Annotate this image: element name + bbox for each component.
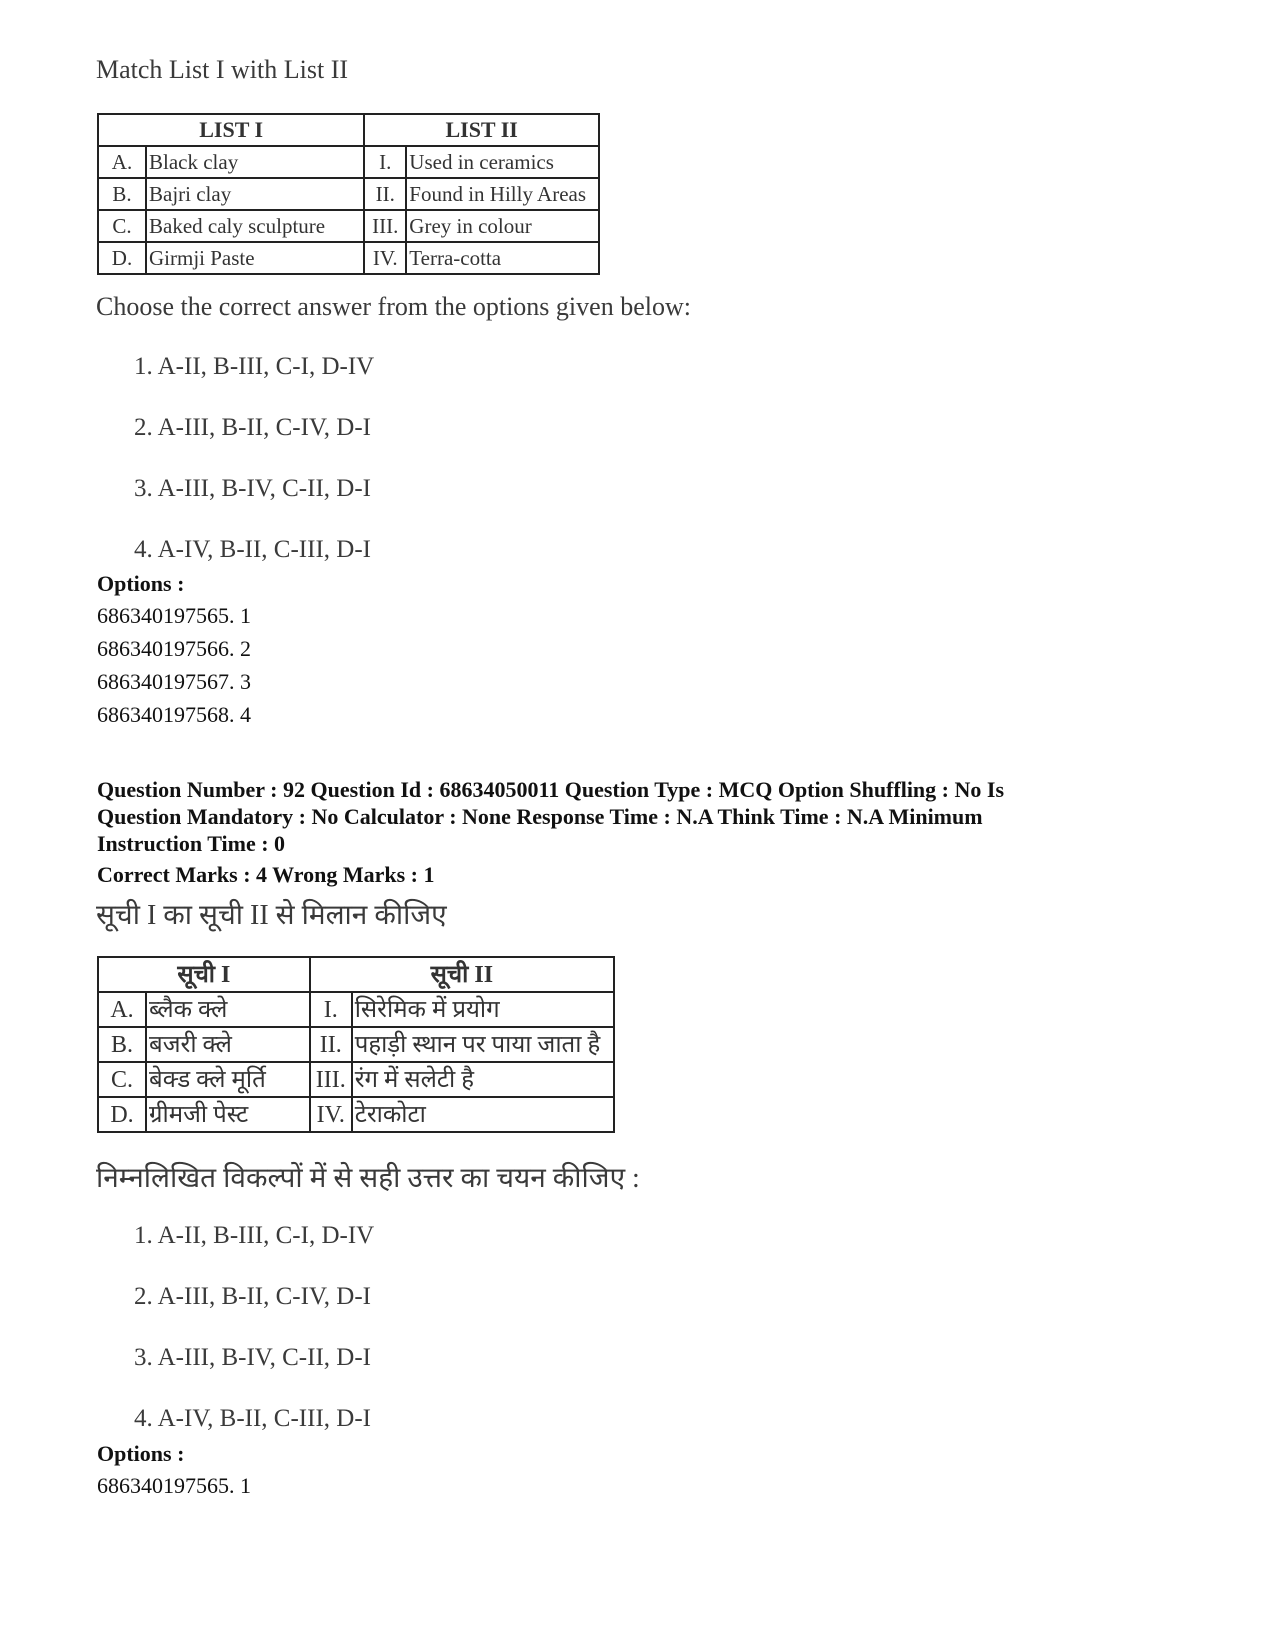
option-item: 686340197565. 1 (97, 1473, 251, 1498)
list-2-item: रंग में सलेटी है (352, 1062, 614, 1097)
table-row (98, 1027, 614, 1062)
row-label: A. (98, 146, 146, 178)
row-label: B. (98, 1027, 146, 1062)
question-meta-line: Instruction Time : 0 (97, 831, 286, 856)
row-numeral: I. (364, 146, 406, 178)
answer-choice: 3. A-III, B-IV, C-II, D-I (134, 1344, 371, 1371)
list-1-item: ग्रीमजी पेस्ट (146, 1097, 310, 1132)
list-2-item: Terra-cotta (406, 242, 599, 274)
answer-choice: 4. A-IV, B-II, C-III, D-I (134, 536, 371, 563)
row-label: D. (98, 1097, 146, 1132)
list-1-item: Baked caly sculpture (146, 210, 364, 242)
instruction-text: Choose the correct answer from the options given below: (96, 292, 691, 321)
table-row (98, 178, 599, 210)
answer-choice: 2. A-III, B-II, C-IV, D-I (134, 414, 371, 441)
question-meta-line: Question Mandatory : No Calculator : None Response Time : N.A Think Time : N.A Minimum (97, 804, 983, 829)
table-header-list-1: LIST I (98, 114, 364, 146)
match-table (97, 956, 615, 1133)
row-numeral: IV. (364, 242, 406, 274)
table-header-list-1: सूची I (98, 957, 310, 992)
list-1-item: बजरी क्ले (146, 1027, 310, 1062)
row-label: B. (98, 178, 146, 210)
answer-choice: 1. A-II, B-III, C-I, D-IV (134, 1222, 375, 1249)
option-item: 686340197568. 4 (97, 702, 251, 727)
table-row (98, 146, 599, 178)
row-label: C. (98, 1062, 146, 1097)
option-item: 686340197567. 3 (97, 669, 251, 694)
list-1-item: Black clay (146, 146, 364, 178)
list-2-item: Used in ceramics (406, 146, 599, 178)
list-2-item: Found in Hilly Areas (406, 178, 599, 210)
match-table (97, 113, 600, 275)
list-2-item: टेराकोटा (352, 1097, 614, 1132)
instruction-text: निम्नलिखित विकल्पों में से सही उत्तर का चयन कीजिए : (96, 1163, 640, 1194)
table-header-list-2: LIST II (364, 114, 599, 146)
answer-choice: 3. A-III, B-IV, C-II, D-I (134, 475, 371, 502)
question-meta (97, 776, 1197, 857)
table-header-list-2: सूची II (310, 957, 614, 992)
options-label: Options : (97, 1441, 185, 1466)
options-label: Options : (97, 571, 185, 596)
table-row (98, 992, 614, 1027)
table-row (98, 1062, 614, 1097)
list-2-item: Grey in colour (406, 210, 599, 242)
row-numeral: I. (310, 992, 352, 1027)
table-row (98, 242, 599, 274)
row-numeral: II. (364, 178, 406, 210)
answer-choice: 1. A-II, B-III, C-I, D-IV (134, 353, 375, 380)
row-numeral: III. (310, 1062, 352, 1097)
row-numeral: II. (310, 1027, 352, 1062)
list-1-item: Bajri clay (146, 178, 364, 210)
row-numeral: III. (364, 210, 406, 242)
question-meta-line: Question Number : 92 Question Id : 68634050011 Question Type : MCQ Option Shuffling : No Is (97, 777, 1005, 802)
table-row (98, 210, 599, 242)
row-label: A. (98, 992, 146, 1027)
row-label: D. (98, 242, 146, 274)
row-label: C. (98, 210, 146, 242)
table-row (98, 1097, 614, 1132)
option-item: 686340197565. 1 (97, 603, 251, 628)
list-1-item: ब्लैक क्ले (146, 992, 310, 1027)
answer-choice: 4. A-IV, B-II, C-III, D-I (134, 1405, 371, 1432)
list-1-item: Girmji Paste (146, 242, 364, 274)
list-2-item: सिरेमिक में प्रयोग (352, 992, 614, 1027)
question-heading: सूची I का सूची II से मिलान कीजिए (96, 900, 447, 931)
marks-line: Correct Marks : 4 Wrong Marks : 1 (97, 862, 435, 887)
row-numeral: IV. (310, 1097, 352, 1132)
list-2-item: पहाड़ी स्थान पर पाया जाता है (352, 1027, 614, 1062)
list-1-item: बेक्ड क्ले मूर्ति (146, 1062, 310, 1097)
question-heading: Match List I with List II (96, 55, 349, 84)
option-item: 686340197566. 2 (97, 636, 251, 661)
answer-choice: 2. A-III, B-II, C-IV, D-I (134, 1283, 371, 1310)
